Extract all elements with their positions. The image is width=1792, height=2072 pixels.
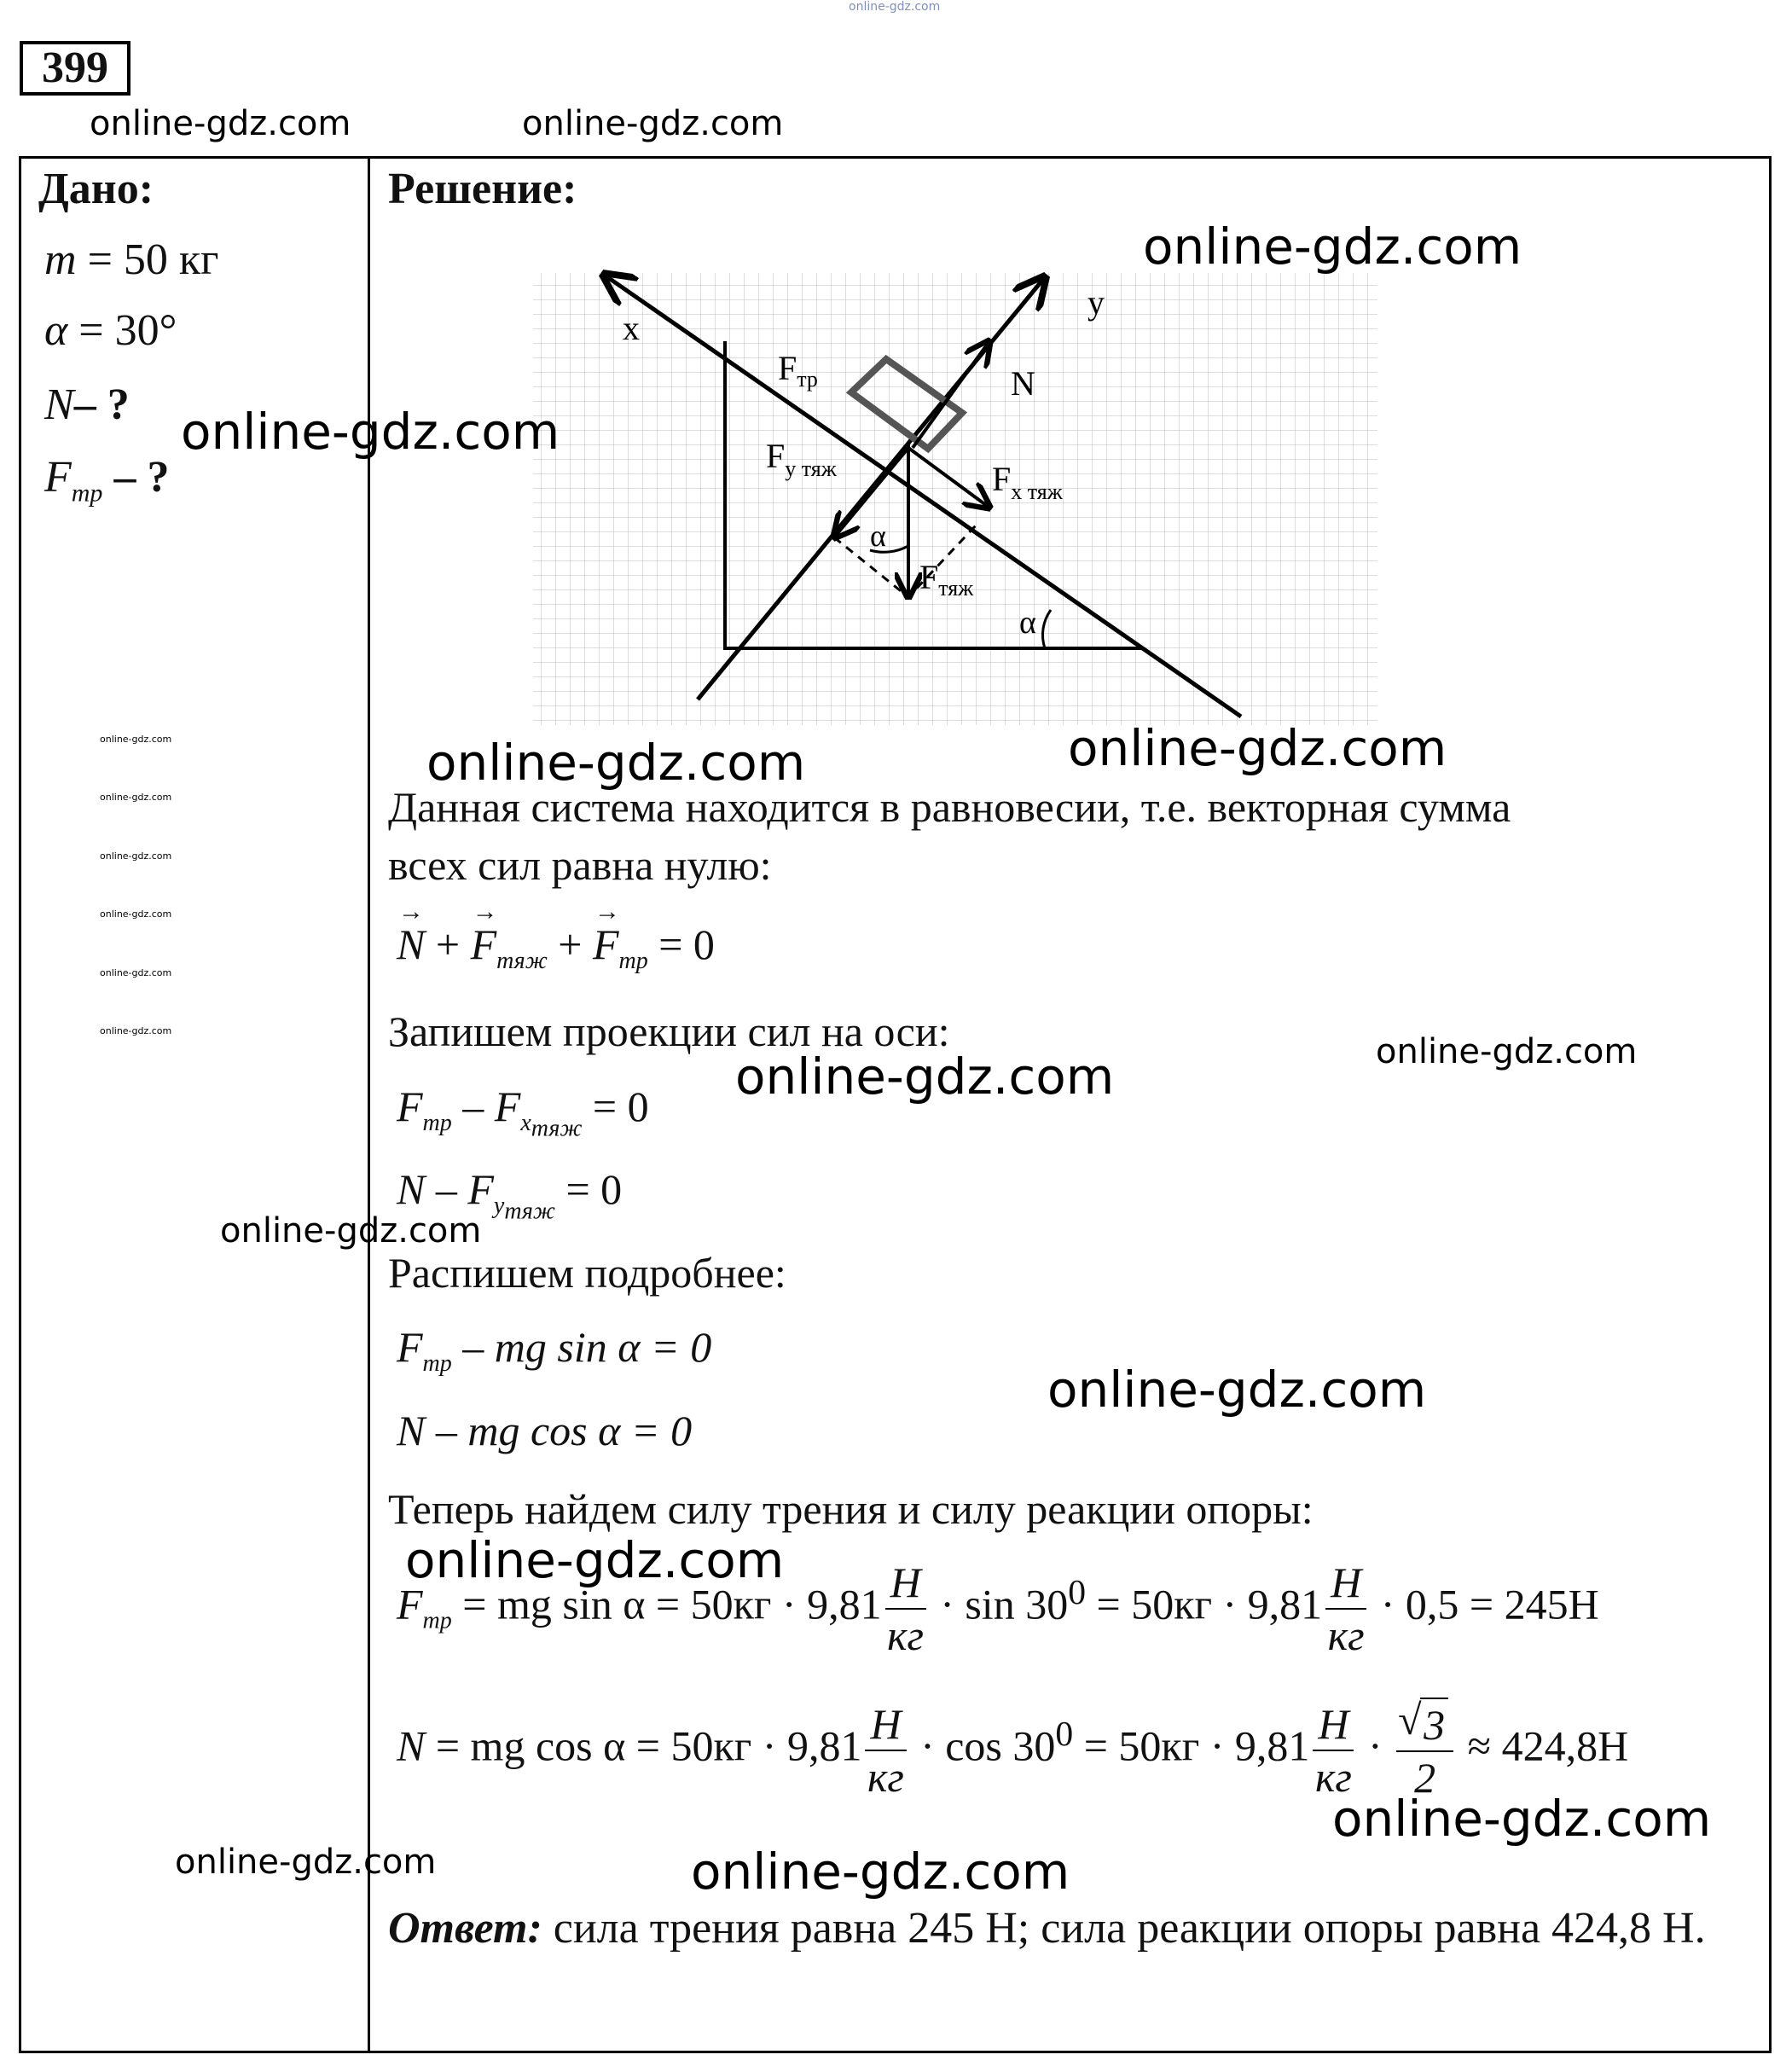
gravity-sub: тяж [496,948,548,974]
f-sub: тр [422,1607,452,1634]
friction-sub: тр [618,948,648,974]
fx-sub-group [520,1110,583,1142]
fraction-denominator: кг [887,1611,925,1659]
minus-sign: – [425,1165,468,1213]
dot-sign: · [1357,1721,1394,1770]
alpha-base-label: α [1019,605,1036,641]
unknown-normal [44,380,130,430]
friction-calculation [397,1557,1599,1661]
fraction-numerator: Н [1325,1557,1366,1610]
calc-part4: · 0,5 = 245Н [1370,1580,1599,1628]
sqrt-fraction [1396,1698,1453,1803]
equation-rest: – mg cos α = 0 [425,1407,693,1454]
f-sub: тр [422,1350,452,1377]
calc-part4: ≈ 424,8Н [1457,1721,1629,1770]
text-projections: Запишем проекции сил на оси: [388,1007,950,1055]
plus-sign: + [547,920,593,968]
watermark-small: online-gdz.com [100,1025,172,1036]
text-equilibrium-1: Данная система находится в равновесии, т.е. векторная сумма [388,783,1511,831]
fraction-denominator: кг [867,1753,904,1801]
angle-symbol: α [44,306,68,355]
watermark: online-gdz.com [1143,218,1522,276]
f-letter: F [397,1323,423,1371]
watermark-small: online-gdz.com [100,967,172,978]
calc-part2: · cos 30 [909,1721,1056,1770]
task-number: 399 [20,41,130,96]
friction-symbol: F [44,453,72,502]
watermark: online-gdz.com [1332,1790,1712,1848]
friction-vector: → F [593,920,619,969]
sqrt-value: √ 3 [1420,1698,1448,1750]
watermark: online-gdz.com [175,1843,437,1882]
calc-part2: · sin 30 [929,1580,1069,1628]
unit-fraction [1325,1557,1366,1661]
mass-value: = 50 кг [76,235,219,284]
watermark: online-gdz.com [90,104,351,143]
watermark: online-gdz.com [1068,719,1447,777]
f-letter: F [397,1580,423,1628]
fy-letter: F [766,437,786,475]
text-find-forces: Теперь найдем силу трения и силу реакции опоры: [388,1485,1314,1533]
angle-value: = 30° [67,306,177,355]
friction-subscript: тр [71,479,103,508]
given-mass [44,235,218,285]
n-letter: N [397,1165,426,1213]
fx-sub: x тяж [1011,479,1063,504]
plus-sign: + [425,920,471,968]
friction-sub: тр [797,367,818,392]
question-mark: – ? [102,453,170,502]
watermark: online-gdz.com [522,104,784,143]
equation-rest: – mg sin α = 0 [451,1323,712,1371]
force-diagram [512,256,1433,734]
unknown-friction [44,452,169,508]
fraction-denominator: кг [1327,1611,1365,1659]
fraction-denominator: кг [1314,1753,1352,1801]
equals-zero: = 0 [647,920,715,968]
n-vector: → N [397,920,425,969]
watermark-small: online-gdz.com [100,908,172,920]
equals-zero: = 0 [582,1082,649,1130]
f-sub: тр [422,1110,452,1136]
answer-label: Ответ: [388,1904,542,1953]
fy-letter: F [467,1165,494,1213]
fy-sub: y тяж [785,456,837,481]
projection-equation-x [397,1082,649,1143]
watermark: online-gdz.com [691,1843,1070,1901]
gravity-sub: тяж [938,576,974,601]
mass-symbol: m [44,235,77,284]
watermark: online-gdz.com [1047,1361,1427,1419]
calc-part1: = mg sin α = 50кг · 9,81 [451,1580,882,1628]
watermark: online-gdz.com [405,1531,785,1589]
calc-part3: = 50кг · 9,81 [1073,1721,1310,1770]
fx-letter: F [494,1082,521,1130]
fy-sub-group [493,1193,555,1225]
f-letter: F [397,1082,423,1130]
watermark: online-gdz.com [181,403,560,461]
n-letter: N [397,1407,426,1454]
answer-text: сила трения равна 245 Н; сила реакции опоры равна 424,8 Н. [542,1904,1706,1953]
calc-part3: = 50кг · 9,81 [1086,1580,1323,1628]
normal-calculation [397,1698,1628,1803]
unit-fraction [1313,1698,1354,1802]
fx-letter: F [992,460,1012,498]
given-header: Дано: [38,165,154,213]
grid-background [533,273,1377,725]
unit-fraction [885,1557,926,1661]
solution-header: Решение: [388,165,577,213]
text-detailed: Распишем подробнее: [388,1249,786,1297]
normal-symbol: N [44,380,74,429]
watermark: online-gdz.com [426,734,806,792]
fraction-numerator: Н [1313,1698,1354,1751]
gravity-vector: → F [471,920,497,969]
unit-fraction [865,1698,906,1802]
friction-letter: F [778,349,797,387]
fx-sub: x [520,1110,531,1136]
answer [388,1898,1736,1959]
fy-sub: y [493,1193,505,1219]
watermark-top: online-gdz.com [849,0,941,14]
calc-part1: = mg cos α = 50кг · 9,81 [425,1721,862,1770]
projection-equation-y [397,1164,622,1226]
normal-label: N [1011,364,1035,403]
fy-sub2: тяж [504,1198,555,1225]
gravity-letter: F [919,558,939,596]
watermark-small: online-gdz.com [100,792,172,803]
n-letter: N [397,1721,426,1770]
watermark: online-gdz.com [735,1048,1115,1106]
degree-mark: 0 [1068,1572,1087,1612]
y-axis-label: y [1087,283,1105,322]
detailed-equation-1 [397,1322,711,1378]
detailed-equation-2 [397,1406,692,1455]
text-equilibrium-2: всех сил равна нулю: [388,841,772,889]
question-mark: – ? [73,380,130,429]
watermark-small: online-gdz.com [100,734,172,745]
sqrt-denominator: 2 [1414,1754,1436,1802]
degree-mark: 0 [1055,1714,1074,1754]
watermark: online-gdz.com [220,1211,482,1251]
given-angle [44,305,177,356]
equals-zero: = 0 [554,1165,623,1213]
fraction-numerator: Н [885,1557,926,1610]
fx-sub2: тяж [531,1115,583,1142]
minus-sign: – [451,1082,495,1130]
sqrt-numerator [1396,1698,1453,1752]
watermark-small: online-gdz.com [100,850,172,862]
x-axis-label: x [623,309,640,347]
watermark: online-gdz.com [1376,1032,1638,1071]
fraction-numerator: Н [865,1698,906,1751]
vector-equation [397,920,715,975]
alpha-inner-label: α [870,519,886,553]
